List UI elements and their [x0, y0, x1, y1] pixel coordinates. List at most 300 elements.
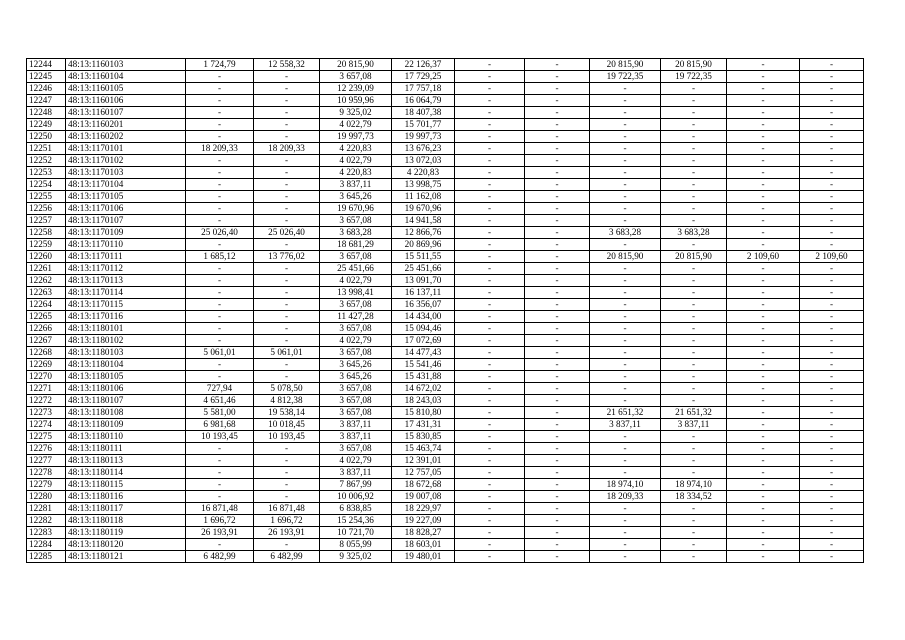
value-cell-2: - — [254, 71, 320, 83]
value-cell-7: - — [590, 383, 661, 395]
value-cell-4: 18 229,97 — [392, 503, 455, 515]
value-cell-3: 3 657,08 — [320, 407, 392, 419]
value-cell-10: - — [800, 203, 864, 215]
value-cell-10: - — [800, 431, 864, 443]
table-row — [27, 551, 864, 563]
value-cell-9: - — [727, 311, 800, 323]
row-number-cell: 12285 — [27, 551, 66, 563]
cadastral-number-cell: 48:13:1180103 — [66, 347, 186, 359]
value-cell-5: - — [455, 251, 525, 263]
value-cell-4: 15 094,46 — [392, 323, 455, 335]
value-cell-9: - — [727, 119, 800, 131]
value-cell-8: 20 815,90 — [661, 59, 727, 71]
value-cell-1: - — [186, 371, 254, 383]
value-cell-4: 20 869,96 — [392, 239, 455, 251]
value-cell-5: - — [455, 419, 525, 431]
value-cell-9: - — [727, 527, 800, 539]
value-cell-9: - — [727, 83, 800, 95]
value-cell-6: - — [525, 359, 590, 371]
value-cell-5: - — [455, 191, 525, 203]
value-cell-7: 20 815,90 — [590, 251, 661, 263]
value-cell-4: 19 227,09 — [392, 515, 455, 527]
value-cell-9: - — [727, 275, 800, 287]
value-cell-9: - — [727, 491, 800, 503]
value-cell-9: - — [727, 335, 800, 347]
value-cell-3: 3 657,08 — [320, 215, 392, 227]
row-number-cell: 12269 — [27, 359, 66, 371]
value-cell-7: 21 651,32 — [590, 407, 661, 419]
value-cell-3: 25 451,66 — [320, 263, 392, 275]
value-cell-6: - — [525, 455, 590, 467]
value-cell-4: 13 091,70 — [392, 275, 455, 287]
cadastral-number-cell: 48:13:1170104 — [66, 179, 186, 191]
value-cell-2: - — [254, 335, 320, 347]
value-cell-4: 16 064,79 — [392, 95, 455, 107]
value-cell-5: - — [455, 227, 525, 239]
value-cell-4: 19 007,08 — [392, 491, 455, 503]
value-cell-3: 3 657,08 — [320, 383, 392, 395]
value-cell-8: - — [661, 443, 727, 455]
value-cell-2: 6 482,99 — [254, 551, 320, 563]
value-cell-8: - — [661, 539, 727, 551]
value-cell-7: - — [590, 143, 661, 155]
table-row — [27, 215, 864, 227]
value-cell-8: - — [661, 527, 727, 539]
value-cell-3: 3 645,26 — [320, 371, 392, 383]
value-cell-6: - — [525, 431, 590, 443]
value-cell-9: - — [727, 323, 800, 335]
value-cell-3: 7 867,99 — [320, 479, 392, 491]
value-cell-3: 9 325,02 — [320, 551, 392, 563]
value-cell-5: - — [455, 83, 525, 95]
value-cell-6: - — [525, 239, 590, 251]
cadastral-number-cell: 48:13:1180108 — [66, 407, 186, 419]
value-cell-5: - — [455, 335, 525, 347]
value-cell-10: - — [800, 407, 864, 419]
value-cell-8: - — [661, 335, 727, 347]
value-cell-4: 13 072,03 — [392, 155, 455, 167]
cadastral-number-cell: 48:13:1180113 — [66, 455, 186, 467]
table-row — [27, 527, 864, 539]
value-cell-7: 18 209,33 — [590, 491, 661, 503]
value-cell-7: 20 815,90 — [590, 59, 661, 71]
value-cell-6: - — [525, 407, 590, 419]
value-cell-2: - — [254, 191, 320, 203]
value-cell-8: - — [661, 155, 727, 167]
value-cell-4: 4 220,83 — [392, 167, 455, 179]
value-cell-8: - — [661, 191, 727, 203]
value-cell-6: - — [525, 119, 590, 131]
value-cell-5: - — [455, 287, 525, 299]
value-cell-3: 3 837,11 — [320, 179, 392, 191]
value-cell-2: 13 776,02 — [254, 251, 320, 263]
row-number-cell: 12250 — [27, 131, 66, 143]
value-cell-4: 18 672,68 — [392, 479, 455, 491]
row-number-cell: 12244 — [27, 59, 66, 71]
value-cell-10: - — [800, 539, 864, 551]
value-cell-1: - — [186, 95, 254, 107]
value-cell-1: - — [186, 239, 254, 251]
value-cell-10: - — [800, 119, 864, 131]
value-cell-9: - — [727, 155, 800, 167]
value-cell-3: 3 657,08 — [320, 299, 392, 311]
value-cell-5: - — [455, 119, 525, 131]
cadastral-number-cell: 48:13:1180111 — [66, 443, 186, 455]
row-number-cell: 12261 — [27, 263, 66, 275]
cadastral-number-cell: 48:13:1160107 — [66, 107, 186, 119]
value-cell-2: - — [254, 167, 320, 179]
value-cell-1: - — [186, 443, 254, 455]
value-cell-7: - — [590, 239, 661, 251]
table-row — [27, 371, 864, 383]
value-cell-9: - — [727, 143, 800, 155]
value-cell-6: - — [525, 539, 590, 551]
value-cell-1: - — [186, 323, 254, 335]
table-row — [27, 275, 864, 287]
row-number-cell: 12246 — [27, 83, 66, 95]
value-cell-7: - — [590, 263, 661, 275]
value-cell-10: - — [800, 347, 864, 359]
value-cell-6: - — [525, 179, 590, 191]
value-cell-2: - — [254, 371, 320, 383]
value-cell-7: 19 722,35 — [590, 71, 661, 83]
value-cell-1: 1 724,79 — [186, 59, 254, 71]
value-cell-5: - — [455, 95, 525, 107]
value-cell-2: 5 078,50 — [254, 383, 320, 395]
value-cell-9: - — [727, 239, 800, 251]
value-cell-9: - — [727, 395, 800, 407]
value-cell-4: 17 729,25 — [392, 71, 455, 83]
table-row — [27, 443, 864, 455]
value-cell-2: - — [254, 263, 320, 275]
value-cell-1: - — [186, 467, 254, 479]
value-cell-10: 2 109,60 — [800, 251, 864, 263]
value-cell-1: 26 193,91 — [186, 527, 254, 539]
value-cell-3: 3 837,11 — [320, 419, 392, 431]
value-cell-10: - — [800, 263, 864, 275]
value-cell-8: - — [661, 83, 727, 95]
value-cell-3: 19 997,73 — [320, 131, 392, 143]
cadastral-number-cell: 48:13:1160201 — [66, 119, 186, 131]
value-cell-2: - — [254, 467, 320, 479]
value-cell-8: - — [661, 395, 727, 407]
value-cell-2: - — [254, 203, 320, 215]
value-cell-9: - — [727, 263, 800, 275]
value-cell-8: - — [661, 143, 727, 155]
cadastral-number-cell: 48:13:1160202 — [66, 131, 186, 143]
value-cell-10: - — [800, 131, 864, 143]
row-number-cell: 12267 — [27, 335, 66, 347]
value-cell-2: - — [254, 239, 320, 251]
cadastral-number-cell: 48:13:1180118 — [66, 515, 186, 527]
value-cell-4: 19 997,73 — [392, 131, 455, 143]
value-cell-5: - — [455, 395, 525, 407]
value-cell-3: 3 837,11 — [320, 467, 392, 479]
value-cell-1: 1 696,72 — [186, 515, 254, 527]
value-cell-9: - — [727, 431, 800, 443]
cadastral-number-cell: 48:13:1180109 — [66, 419, 186, 431]
value-cell-6: - — [525, 479, 590, 491]
row-number-cell: 12283 — [27, 527, 66, 539]
value-cell-7: - — [590, 131, 661, 143]
table-row — [27, 311, 864, 323]
value-cell-1: 25 026,40 — [186, 227, 254, 239]
value-cell-9: - — [727, 383, 800, 395]
value-cell-9: - — [727, 215, 800, 227]
row-number-cell: 12284 — [27, 539, 66, 551]
table-row — [27, 539, 864, 551]
value-cell-8: - — [661, 311, 727, 323]
value-cell-2: - — [254, 95, 320, 107]
value-cell-1: 18 209,33 — [186, 143, 254, 155]
value-cell-7: - — [590, 287, 661, 299]
value-cell-2: - — [254, 287, 320, 299]
value-cell-6: - — [525, 71, 590, 83]
value-cell-2: - — [254, 443, 320, 455]
row-number-cell: 12260 — [27, 251, 66, 263]
value-cell-4: 16 137,11 — [392, 287, 455, 299]
row-number-cell: 12270 — [27, 371, 66, 383]
value-cell-3: 19 670,96 — [320, 203, 392, 215]
value-cell-8: 18 974,10 — [661, 479, 727, 491]
value-cell-3: 3 645,26 — [320, 191, 392, 203]
value-cell-9: 2 109,60 — [727, 251, 800, 263]
value-cell-7: - — [590, 215, 661, 227]
value-cell-7: - — [590, 455, 661, 467]
table-row — [27, 335, 864, 347]
value-cell-7: - — [590, 359, 661, 371]
value-cell-6: - — [525, 347, 590, 359]
cadastral-number-cell: 48:13:1170107 — [66, 215, 186, 227]
value-cell-9: - — [727, 479, 800, 491]
value-cell-3: 11 427,28 — [320, 311, 392, 323]
value-cell-2: 1 696,72 — [254, 515, 320, 527]
value-cell-4: 17 072,69 — [392, 335, 455, 347]
value-cell-9: - — [727, 419, 800, 431]
value-cell-2: - — [254, 299, 320, 311]
value-cell-3: 4 220,83 — [320, 143, 392, 155]
value-cell-5: - — [455, 515, 525, 527]
value-cell-8: - — [661, 515, 727, 527]
value-cell-5: - — [455, 359, 525, 371]
cadastral-number-cell: 48:13:1170114 — [66, 287, 186, 299]
value-cell-7: - — [590, 443, 661, 455]
value-cell-10: - — [800, 83, 864, 95]
value-cell-3: 4 022,79 — [320, 335, 392, 347]
row-number-cell: 12276 — [27, 443, 66, 455]
table-row — [27, 203, 864, 215]
table-row — [27, 251, 864, 263]
value-cell-5: - — [455, 131, 525, 143]
value-cell-1: - — [186, 275, 254, 287]
cadastral-number-cell: 48:13:1170102 — [66, 155, 186, 167]
value-cell-4: 12 757,05 — [392, 467, 455, 479]
value-cell-3: 4 022,79 — [320, 155, 392, 167]
value-cell-1: - — [186, 131, 254, 143]
value-cell-10: - — [800, 275, 864, 287]
value-cell-8: - — [661, 275, 727, 287]
cadastral-number-cell: 48:13:1170105 — [66, 191, 186, 203]
row-number-cell: 12271 — [27, 383, 66, 395]
value-cell-9: - — [727, 467, 800, 479]
value-cell-9: - — [727, 179, 800, 191]
cadastral-number-cell: 48:13:1160106 — [66, 95, 186, 107]
value-cell-6: - — [525, 383, 590, 395]
value-cell-9: - — [727, 359, 800, 371]
table-body — [27, 59, 864, 563]
cadastral-number-cell: 48:13:1180106 — [66, 383, 186, 395]
table-row — [27, 167, 864, 179]
cadastral-number-cell: 48:13:1170106 — [66, 203, 186, 215]
row-number-cell: 12256 — [27, 203, 66, 215]
cadastral-number-cell: 48:13:1180115 — [66, 479, 186, 491]
value-cell-1: - — [186, 455, 254, 467]
value-cell-10: - — [800, 299, 864, 311]
value-cell-5: - — [455, 179, 525, 191]
value-cell-1: - — [186, 155, 254, 167]
value-cell-10: - — [800, 527, 864, 539]
value-cell-10: - — [800, 371, 864, 383]
value-cell-3: 3 657,08 — [320, 443, 392, 455]
value-cell-1: 6 981,68 — [186, 419, 254, 431]
table-row — [27, 155, 864, 167]
value-cell-10: - — [800, 479, 864, 491]
value-cell-2: - — [254, 179, 320, 191]
value-cell-4: 22 126,37 — [392, 59, 455, 71]
value-cell-10: - — [800, 491, 864, 503]
cadastral-number-cell: 48:13:1180105 — [66, 371, 186, 383]
value-cell-5: - — [455, 443, 525, 455]
cadastral-number-cell: 48:13:1170109 — [66, 227, 186, 239]
value-cell-8: - — [661, 167, 727, 179]
value-cell-9: - — [727, 407, 800, 419]
value-cell-6: - — [525, 323, 590, 335]
value-cell-4: 11 162,08 — [392, 191, 455, 203]
value-cell-7: 18 974,10 — [590, 479, 661, 491]
value-cell-7: - — [590, 299, 661, 311]
value-cell-4: 15 431,88 — [392, 371, 455, 383]
value-cell-7: - — [590, 95, 661, 107]
value-cell-7: - — [590, 539, 661, 551]
value-cell-5: - — [455, 59, 525, 71]
table-row — [27, 479, 864, 491]
value-cell-6: - — [525, 527, 590, 539]
value-cell-9: - — [727, 371, 800, 383]
value-cell-3: 6 838,85 — [320, 503, 392, 515]
row-number-cell: 12274 — [27, 419, 66, 431]
table-row — [27, 323, 864, 335]
value-cell-6: - — [525, 203, 590, 215]
value-cell-5: - — [455, 491, 525, 503]
value-cell-7: - — [590, 467, 661, 479]
value-cell-3: 3 657,08 — [320, 347, 392, 359]
value-cell-7: 3 683,28 — [590, 227, 661, 239]
value-cell-1: - — [186, 335, 254, 347]
cadastral-number-cell: 48:13:1170112 — [66, 263, 186, 275]
row-number-cell: 12281 — [27, 503, 66, 515]
value-cell-5: - — [455, 323, 525, 335]
value-cell-5: - — [455, 143, 525, 155]
value-cell-1: - — [186, 479, 254, 491]
value-cell-9: - — [727, 443, 800, 455]
value-cell-4: 18 603,01 — [392, 539, 455, 551]
row-number-cell: 12275 — [27, 431, 66, 443]
value-cell-3: 4 022,79 — [320, 275, 392, 287]
value-cell-10: - — [800, 143, 864, 155]
value-cell-3: 20 815,90 — [320, 59, 392, 71]
value-cell-5: - — [455, 551, 525, 563]
row-number-cell: 12277 — [27, 455, 66, 467]
value-cell-6: - — [525, 443, 590, 455]
table-row — [27, 299, 864, 311]
value-cell-2: - — [254, 323, 320, 335]
value-cell-7: - — [590, 179, 661, 191]
value-cell-7: - — [590, 311, 661, 323]
value-cell-10: - — [800, 455, 864, 467]
value-cell-8: - — [661, 551, 727, 563]
value-cell-9: - — [727, 515, 800, 527]
value-cell-10: - — [800, 419, 864, 431]
value-cell-10: - — [800, 323, 864, 335]
value-cell-6: - — [525, 419, 590, 431]
value-cell-4: 14 672,02 — [392, 383, 455, 395]
table-row — [27, 383, 864, 395]
value-cell-3: 3 683,28 — [320, 227, 392, 239]
value-cell-5: - — [455, 167, 525, 179]
value-cell-8: - — [661, 455, 727, 467]
value-cell-10: - — [800, 71, 864, 83]
value-cell-1: - — [186, 167, 254, 179]
value-cell-5: - — [455, 203, 525, 215]
value-cell-8: - — [661, 287, 727, 299]
value-cell-1: 1 685,12 — [186, 251, 254, 263]
value-cell-4: 16 356,07 — [392, 299, 455, 311]
value-cell-4: 14 941,58 — [392, 215, 455, 227]
value-cell-5: - — [455, 371, 525, 383]
value-cell-8: - — [661, 119, 727, 131]
row-number-cell: 12248 — [27, 107, 66, 119]
value-cell-8: - — [661, 203, 727, 215]
value-cell-1: 4 651,46 — [186, 395, 254, 407]
value-cell-7: - — [590, 167, 661, 179]
cadastral-number-cell: 48:13:1180116 — [66, 491, 186, 503]
value-cell-2: 10 193,45 — [254, 431, 320, 443]
cadastral-number-cell: 48:13:1180121 — [66, 551, 186, 563]
value-cell-5: - — [455, 155, 525, 167]
value-cell-3: 4 220,83 — [320, 167, 392, 179]
table-row — [27, 491, 864, 503]
value-cell-8: - — [661, 95, 727, 107]
value-cell-5: - — [455, 299, 525, 311]
value-cell-5: - — [455, 347, 525, 359]
value-cell-4: 15 810,80 — [392, 407, 455, 419]
value-cell-2: - — [254, 215, 320, 227]
value-cell-9: - — [727, 203, 800, 215]
value-cell-2: 26 193,91 — [254, 527, 320, 539]
cadastral-number-cell: 48:13:1170110 — [66, 239, 186, 251]
row-number-cell: 12273 — [27, 407, 66, 419]
value-cell-8: - — [661, 323, 727, 335]
value-cell-2: - — [254, 479, 320, 491]
value-cell-4: 15 541,46 — [392, 359, 455, 371]
cadastral-number-cell: 48:13:1170116 — [66, 311, 186, 323]
cadastral-number-cell: 48:13:1160103 — [66, 59, 186, 71]
value-cell-10: - — [800, 59, 864, 71]
value-cell-10: - — [800, 335, 864, 347]
value-cell-5: - — [455, 215, 525, 227]
table-row — [27, 347, 864, 359]
value-cell-6: - — [525, 263, 590, 275]
